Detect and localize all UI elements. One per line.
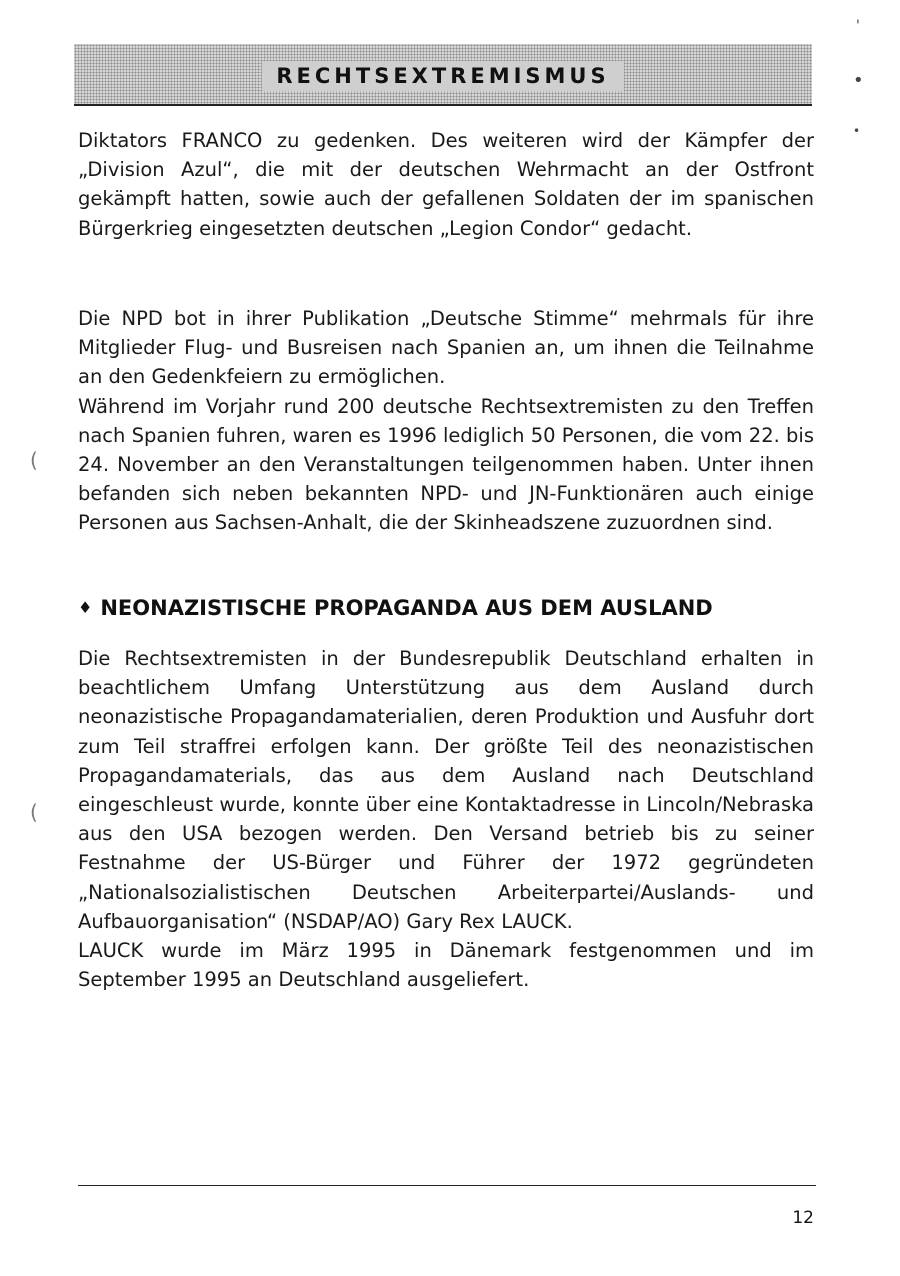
section-heading: [78, 596, 818, 620]
section-heading-text: NEONAZISTISCHE PROPAGANDA AUS DEM AUSLAND: [100, 596, 713, 620]
paragraph-text: Diktators FRANCO zu gedenken. Des weiteren wird der Kämpfer der „Division Azul“, die mit der deutschen Wehrmacht an der Ostfront gekämpft hatten, sowie auch der gefallenen Soldaten der im spanischen Bürgerkrieg eingesetzten deutschen „Legion Condor“ gedacht.: [78, 129, 814, 240]
page-running-title: RECHTSEXTREMISMUS: [262, 61, 624, 91]
scan-speck-icon: •: [853, 124, 861, 138]
scan-speck-icon: •: [853, 70, 864, 91]
paragraph-propaganda: [78, 644, 814, 994]
paragraph-text: Die NPD bot in ihrer Publikation „Deutsche Stimme“ mehrmals für ihre Mitglieder Flug- und Busreisen nach Spanien an, um ihnen die Teilnahme an den Gedenkfeiern zu ermöglichen.: [78, 307, 814, 389]
paragraph-franco: [78, 126, 814, 243]
footer-divider: [78, 1185, 816, 1186]
diamond-bullet-icon: ♦: [78, 598, 93, 617]
paragraph-text: LAUCK wurde im März 1995 in Dänemark festgenommen und im September 1995 an Deutschland ausgeliefert.: [78, 939, 814, 992]
punch-hole-mark-icon: (: [30, 800, 38, 824]
scan-speck-icon: ': [856, 18, 860, 34]
page-number: 12: [792, 1208, 814, 1228]
paragraph-text: Die Rechtsextremisten in der Bundesrepublik Deutschland erhalten in beachtlichem Umfang Unterstützung aus dem Ausland durch neonazistische Propagandamaterialien, deren Produktion und Ausfuhr dort zum Teil straffrei erfolgen kann. Der größte Teil des neonazistischen Propagandamaterials, das aus dem Ausland nach Deutschland eingeschleust wurde, konnte über eine Kontaktadresse in Lincoln/Nebraska aus den USA bezogen werden. Den Versand betrieb bis zu seiner Festnahme der US-Bürger und Führer der 1972 gegründeten „Nationalsozialistischen Deutschen Arbeiterpartei/Auslands- und Aufbauorganisation“ (NSDAP/AO) Gary Rex LAUCK.: [78, 647, 814, 933]
paragraph-text: Während im Vorjahr rund 200 deutsche Rechtsextremisten zu den Treffen nach Spanien fuhren, waren es 1996 lediglich 50 Personen, die vom 22. bis 24. November an den Veranstaltungen teilgenommen haben. Unter ihnen befanden sich neben bekannten NPD- und JN-Funktionären auch einige Personen aus Sachsen-Anhalt, die der Skinheadszene zuzuordnen sind.: [78, 394, 814, 535]
punch-hole-mark-icon: (: [30, 448, 38, 472]
paragraph-npd-travel: [78, 304, 814, 538]
